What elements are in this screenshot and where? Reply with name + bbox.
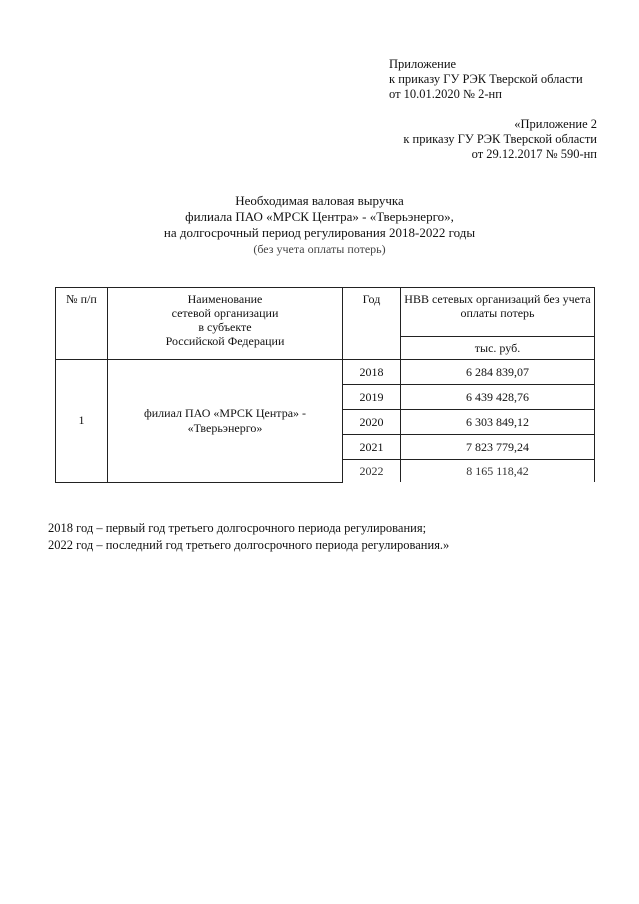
appendix2-label: «Приложение 2 xyxy=(514,117,597,131)
year-cell: 2018 xyxy=(343,360,401,385)
value-cell: 6 284 839,07 xyxy=(401,360,595,385)
year-cell: 2019 xyxy=(343,385,401,410)
header-number: № п/п xyxy=(56,288,108,360)
document-title xyxy=(0,193,639,257)
header-org-line: Наименование xyxy=(187,292,263,306)
appendix2-date: от 29.12.2017 № 590-нп xyxy=(471,147,597,161)
row-number: 1 xyxy=(56,360,108,483)
header-org-line: в субъекте xyxy=(198,320,252,334)
header-org-line: сетевой организации xyxy=(171,306,279,320)
appendix-date: от 10.01.2020 № 2-нп xyxy=(389,87,502,101)
appendix2-order: к приказу ГУ РЭК Тверской области xyxy=(403,132,597,146)
header-nvv: НВВ сетевых организаций без учета оплаты потерь xyxy=(401,288,595,337)
year-cell: 2022 xyxy=(343,460,401,483)
header-year: Год xyxy=(343,288,401,360)
title-line-2: филиала ПАО «МРСК Центра» - «Тверьэнерго», xyxy=(185,209,454,224)
appendix2-header xyxy=(403,117,597,162)
year-cell: 2021 xyxy=(343,435,401,460)
value-cell: 7 823 779,24 xyxy=(401,435,595,460)
title-line-1: Необходимая валовая выручка xyxy=(235,193,404,208)
appendix-label: Приложение xyxy=(389,57,457,71)
table-row xyxy=(56,360,595,385)
footnote-last-year: 2022 год – последний год третьего долгосрочного периода регулирования.» xyxy=(48,538,450,552)
footnotes xyxy=(48,520,449,554)
header-org-name xyxy=(108,288,343,360)
footnote-first-year: 2018 год – первый год третьего долгосрочного периода регулирования; xyxy=(48,521,427,535)
header-unit: тыс. руб. xyxy=(401,337,595,360)
value-cell: 6 439 428,76 xyxy=(401,385,595,410)
appendix-order: к приказу ГУ РЭК Тверской области xyxy=(389,72,583,86)
nvv-table xyxy=(55,287,595,483)
value-cell: 8 165 118,42 xyxy=(401,460,595,483)
org-name-cell: филиал ПАО «МРСК Центра» - «Тверьэнерго» xyxy=(108,360,343,483)
title-line-3: на долгосрочный период регулирования 2018-2022 годы xyxy=(163,225,476,240)
header-org-line: Российской Федерации xyxy=(165,334,285,348)
value-cell: 6 303 849,12 xyxy=(401,410,595,435)
title-line-4: (без учета оплаты потерь) xyxy=(253,242,386,256)
appendix-header xyxy=(389,57,583,102)
year-cell: 2020 xyxy=(343,410,401,435)
